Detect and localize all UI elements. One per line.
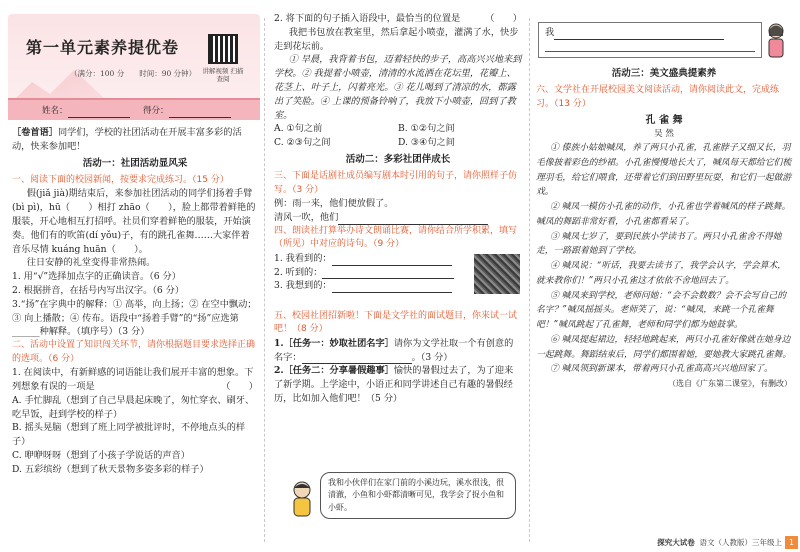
q4-option-a[interactable]: A. 手忙脚乱（想到了自己早晨起床晚了，匆忙穿衣、刷牙、吃早饭，赶到学校的样子） [12, 394, 255, 420]
right-column [532, 0, 796, 552]
column-divider-2 [529, 18, 530, 542]
intro-text: 同学们，学校的社团活动在开展丰富多彩的活动，快来参加吧！ [12, 127, 242, 152]
q5-option-d[interactable]: D. ③④句之间 [398, 137, 455, 149]
score-label: 得分： [143, 106, 169, 116]
middle-column [268, 0, 526, 552]
qr-code-icon[interactable] [208, 34, 238, 64]
passage-para-7: ⑦ 喊凤领到新课本，带着两只小孔雀高高兴兴地回家了。 [550, 364, 773, 375]
part2-heading: 二、活动中设置了知识闯关环节，请你根据题目要求选择正确的选项。（6 分） [12, 340, 256, 364]
poem-title: 孔 雀 舞 [645, 115, 683, 127]
page-number: 1 [785, 536, 798, 549]
q5-text: 2. 将下面的句子插入语段中，最恰当的位置是 [274, 13, 461, 24]
passage-para-1: ① 傣族小姑娘喊凤，养了两只小孔雀，孔雀脖子又细又长，羽毛像披着彩色的纱裙。小孔雀慢慢地长大了，喊凤每天都给它们梳理羽毛，给它们喂食，还带着它们到田野里玩耍，和它们一起做游戏。 [536, 143, 792, 198]
answer-line-2[interactable] [545, 40, 755, 52]
imitation-prompt [274, 211, 522, 225]
answer-line-1 [545, 26, 755, 40]
q1: 1. 用“√”选择加点字的正确读音。（6 分） [12, 271, 181, 283]
insert-sentence: 我把书包放在教室里，然后拿起小喷壶，灌满了水，快步走到花坛前。 [274, 26, 519, 52]
exam-title: 第一单元素养提优卷 [26, 38, 180, 57]
passage: ① 早晨，我背着书包，迈着轻快的步子，高高兴兴地来到学校。② 我提着小喷壶，清清的水流洒在花坛里，花瓣上、花茎上、叶子上，闪着亮光。③ 花儿喝到了清凉的水，都露出了笑脸。④ 上课的预备铃响了，我放下小喷壶，回到了教室。 [274, 54, 522, 121]
qr-caption: 讲解视频 扫描查阅 [202, 67, 244, 84]
part6-heading: 六、文学社在开展校园美文阅读活动，请你阅读此文，完成练习。（13 分） [536, 85, 780, 109]
task1-text: 请你为文学社取一个有创意的名字： [274, 337, 514, 363]
q4-option-b[interactable]: B. 摇头晃脑（想到了班上同学被批评时，不停地点头的样子） [12, 422, 246, 448]
q5-options-row1 [274, 122, 522, 136]
fill-answer-2[interactable] [322, 268, 454, 279]
task2 [274, 364, 522, 405]
prompt-text: 清风一吹，他们 [274, 212, 339, 224]
q5-option-b[interactable]: B. ①②句之间 [398, 123, 455, 135]
intro-tag: ［卷首语］ [12, 127, 58, 138]
name-score-bar [8, 98, 260, 120]
passage-para-4: ④ 喊凤说：“听话，我要去读书了，我学会认字，学会算术，就来教你们！”两只小孔雀这才依依不舍地回去了。 [536, 261, 787, 286]
q2: 2. 根据拼音，在括号内写出汉字。（6 分） [12, 284, 185, 296]
girl-icon [764, 22, 788, 62]
q5-option-c[interactable]: C. ②③句之间 [274, 137, 331, 149]
q4-text: 1. 在阅读中，有新鲜感的词语能让我们展开丰富的想象。下列想象有误的一项是 [12, 367, 254, 392]
q3-answer: ______种解释。（填序号）（3 分） [12, 326, 150, 338]
poem-illustration [474, 254, 520, 294]
answer-input[interactable] [554, 29, 724, 40]
part5-heading: 五、校园社团招新啦！下面是文学社的面试题目，你来试一试吧！（8 分） [274, 310, 518, 335]
task2-text: 愉快的暑假过去了，为了迎来了新学期。上学途中，小语正和同学讲述自己有趣的暑假经历，比如加入他们吧！（5 分） [274, 365, 514, 404]
fill-label-1: 1. 我看到的： [274, 252, 332, 264]
task1-tag: 1.［任务一：妙取社团名字］ [274, 337, 394, 349]
footer-subject: 语文（人教版）三年级上 [699, 537, 782, 547]
q5-options-row2 [274, 136, 522, 150]
speech-bubble: 我和小伙伴们在家门前的小溪边玩，溪水很浅，很清澈，小鱼和小虾都清晰可见，我学会了捉小鱼和小虾。 [320, 472, 516, 519]
fill-label-2: 2. 听到的： [274, 266, 323, 278]
score-field[interactable] [169, 107, 231, 118]
reading-passage [536, 141, 792, 391]
q3: 3.“扬”在字典中的解释：① 高举，向上扬；② 在空中飘动；③ 向上播散；④ 传布。语段中“扬着手臂”的“扬”应选第 [12, 298, 257, 324]
club-name-field[interactable] [302, 353, 412, 364]
poem-fill-area [274, 252, 522, 310]
part4-heading: 四、朗读社打算举办诗文朗诵比赛，请你结合所学积累，填写（所见）中对应的诗句。（9 分） [274, 225, 518, 250]
poem-author: 吴 然 [654, 129, 674, 140]
q5 [274, 12, 522, 26]
fill-answer-3[interactable] [332, 282, 452, 293]
activity2-title: 活动二：多彩社团伴成长 [345, 153, 451, 165]
passage-para-2: ② 喊凤一模仿小孔雀的动作，小孔雀也学着喊凤的样子跳舞。喊凤的舞蹈非常好看，小孔雀都看呆了。 [536, 202, 791, 227]
task1-score: 。（3 分） [411, 351, 453, 363]
task2-tag: 2.［任务二：分享暑假趣事］ [274, 365, 394, 377]
name-field[interactable] [68, 107, 130, 118]
news-paragraph: 假(jiǎ jià)期结束后，来参加社团活动的同学们扬着手臂(bì pì)，hū（ ）相打 zhāo（ ），脸上都带着鲜艳的服装，开心地相互打招呼。社员们穿着鲜艳的服装，开始演奏。他们有的吹笛(dí yǒu)子，有的跳孔雀舞……大家伴着音乐尽情 kuáng huān（ ）。 [12, 188, 256, 255]
activity3-title: 活动三：美文盛典提素养 [611, 68, 717, 79]
q4-option-d[interactable]: D. 五彩缤纷（想到了秋天景物多姿多彩的样子） [12, 463, 209, 475]
fill-answer-1[interactable] [332, 255, 452, 266]
q4 [12, 366, 258, 394]
column-divider [264, 18, 265, 542]
fill-label-3: 3. 我想到的： [274, 280, 332, 292]
page-footer [657, 537, 782, 548]
q5-paren[interactable]: （ ） [485, 13, 522, 24]
passage-para-6: ⑥ 喊凤提起裙边，轻轻地跳起来，两只小孔雀好像就在她身边一起跳舞。舞蹈结束后，同学们都围着她，要她教大家跳孔雀舞。 [536, 334, 792, 360]
passage-para-3: ③ 喊凤七岁了，要到民族小学读书了。两只小孔雀舍不得她走，一路跟着她到了学校。 [536, 231, 782, 257]
q4-paren[interactable]: （ ） [221, 380, 258, 392]
exam-header [8, 14, 260, 120]
student-icon [288, 480, 316, 520]
name-label: 姓名： [42, 106, 68, 116]
left-column [4, 0, 262, 552]
imitation-answer[interactable] [338, 214, 488, 225]
news-paragraph-2: 往日安静的礼堂变得非常热闹。 [26, 257, 156, 269]
answer-box[interactable] [538, 22, 762, 58]
exam-subtitle: （满分：100 分 时间：90 分钟） [70, 69, 197, 78]
q4-option-c[interactable]: C. 咿咿呀呀（想到了小孩子学说话的声音） [12, 449, 190, 461]
task1 [274, 337, 522, 365]
example-sentence: 例：雨一来，他们便放假了。 [274, 198, 394, 210]
passage-para-5: ⑤ 喊凤来到学校，老师问她：“会不会数数？会不会写自己的名字？”喊凤摇摇头。老师笑了，说：“喊凤，来跳一个孔雀舞吧！”喊凤跳起了孔雀舞，老师和同学们都为她鼓掌。 [536, 290, 787, 331]
intro-paragraph [12, 126, 258, 154]
footer-brand: 探究大试卷 [657, 537, 695, 547]
part1-heading: 一、阅读下面的校园新闻，按要求完成练习。（15 分） [12, 174, 229, 185]
q5-option-a[interactable]: A. ①句之前 [274, 123, 323, 135]
answer-label: 我 [545, 27, 555, 38]
passage-source: （选自《广东第二课堂》，有删改） [668, 379, 792, 389]
part3-heading: 三、下面是话剧社成员编写剧本时引用的句子，请你照样子仿写。（3 分） [274, 171, 518, 195]
activity1-title: 活动一：社团活动显风采 [82, 157, 188, 169]
